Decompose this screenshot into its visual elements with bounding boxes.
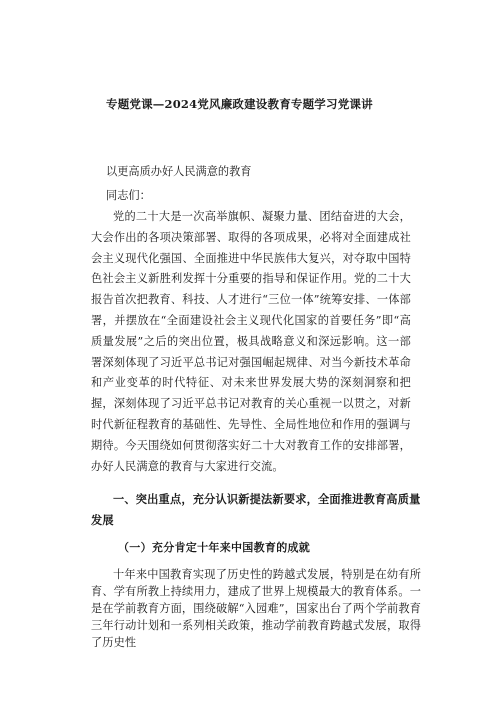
paragraph-intro: 党的二十大是一次高举旗帜、凝聚力量、团结奋进的大会，大会作出的各项决策部署、取得的各项成果，必将对全面建成社会主义现代化强国、全面推进中华民族伟大复兴，对夺取中国特色社会主义新胜利发挥十分重要的指导和保证作用。党的二十大报告首次把教育、科技、人才进行“三位一体”统筹安排、一体部署，并摆放在“全面建设社会主义现代化国家的首要任务”即“高质量发展”之后的突出位置，极具战略意义和深远影响。这一部署深刻体现了习近平总书记对强国崛起规律、对当今新技术革命和产业变革的时代特征、对未来世界发展大势的深刻洞察和把握，深刻体现了习近平总书记对教育的关心重视一以贯之，对新时代新征程教育的基础性、先导性、全局性地位和作用的强调与期待。今天围绕如何贯彻落实好二十大对教育工作的安排部署，办好人民满意的教育与大家进行交流。	[91, 210, 411, 473]
document-title: 专题党课—2024党风廉政建设教育专题学习党课讲	[106, 97, 373, 111]
paragraph-achievements: 十年来中国教育实现了历史性的跨越式发展，特别是在幼有所育、学有所教上持续用力，建成了世界上规模最大的教育体系。一是在学前教育方面，围绕破解“入园难”，国家出台了两个学前教育三年行动计划和一系列相关政策，推动学前教育跨越式发展，取得了历史性	[91, 568, 421, 649]
section-heading-1: 一、突出重点，充分认识新提法新要求，全面推进教育高质量发展	[91, 492, 421, 527]
subsection-heading-1: （一）充分肯定十年来中国教育的成就	[118, 541, 311, 554]
document-subtitle: 以更高质办好人民满意的教育	[106, 165, 252, 178]
greeting: 同志们：	[106, 189, 151, 202]
